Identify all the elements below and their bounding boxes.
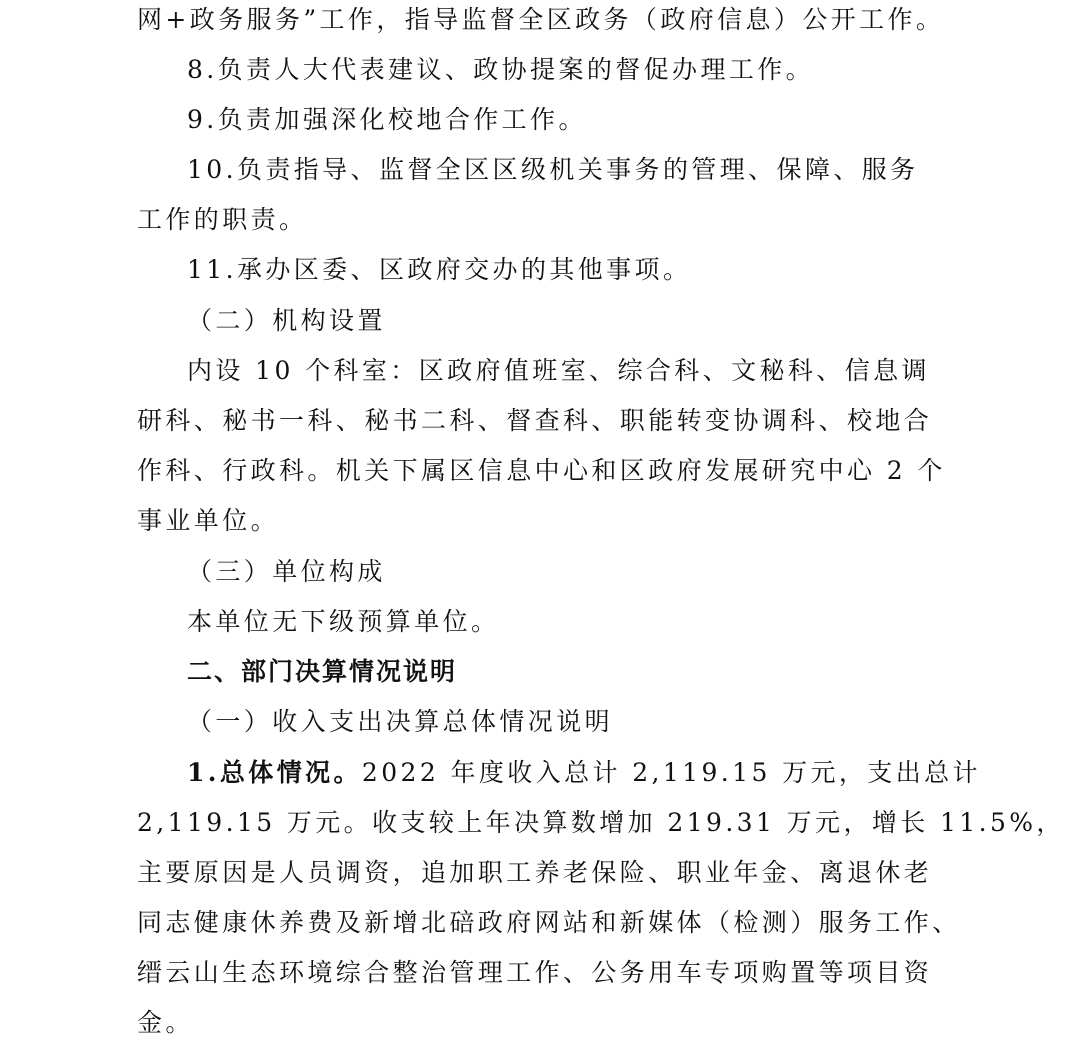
text-line-1: 网+政务服务”工作，指导监督全区政务（政府信息）公开工作。	[137, 5, 945, 34]
list-item-8: 8.负责人大代表建议、政协提案的督促办理工作。	[187, 55, 815, 84]
overall-paragraph-line-5: 缙云山生态环境综合整治管理工作、公务用车专项购置等项目资	[137, 958, 933, 987]
chapter-heading-final-accounts: 二、部门决算情况说明	[187, 657, 458, 686]
overall-paragraph-line-4: 同志健康休养费及新增北碚政府网站和新媒体（检测）服务工作、	[137, 908, 961, 937]
org-setup-paragraph-line-2: 研科、秘书一科、秘书二科、督查科、职能转变协调科、校地合	[137, 406, 933, 435]
section-heading-income-expense: （一）收入支出决算总体情况说明	[187, 707, 614, 736]
list-item-11: 11.承办区委、区政府交办的其他事项。	[187, 255, 692, 284]
org-setup-paragraph-line-3: 作科、行政科。机关下属区信息中心和区政府发展研究中心 2 个	[137, 456, 946, 485]
section-heading-org-setup: （二）机构设置	[187, 306, 386, 335]
org-setup-paragraph-line-1: 内设 10 个科室：区政府值班室、综合科、文秘科、信息调	[187, 356, 930, 385]
overall-paragraph-line-2: 2,119.15 万元。收支较上年决算数增加 219.31 万元，增长 11.5%，	[137, 808, 1065, 837]
org-setup-paragraph-line-4: 事业单位。	[137, 506, 280, 535]
list-item-10: 10.负责指导、监督全区区级机关事务的管理、保障、服务	[187, 155, 919, 184]
overall-paragraph-line-1	[187, 755, 981, 791]
overall-paragraph-line-3: 主要原因是人员调资，追加职工养老保险、职业年金、离退休老	[137, 858, 933, 887]
list-item-9: 9.负责加强深化校地合作工作。	[187, 105, 587, 134]
overall-label: 1.总体情况。	[187, 758, 362, 787]
unit-composition-text: 本单位无下级预算单位。	[187, 607, 500, 636]
list-item-10-cont: 工作的职责。	[137, 205, 308, 234]
section-heading-unit-composition: （三）单位构成	[187, 557, 386, 586]
overall-text: 2022 年度收入总计 2,119.15 万元，支出总计	[361, 758, 981, 787]
overall-paragraph-line-6: 金。	[137, 1008, 194, 1037]
